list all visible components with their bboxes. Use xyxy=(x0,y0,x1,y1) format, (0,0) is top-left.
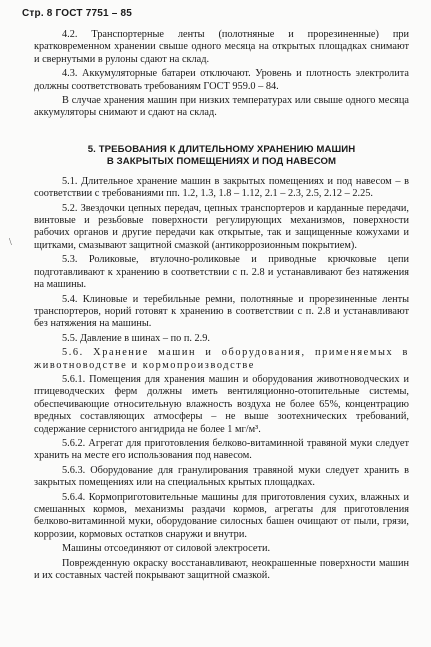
section-title-line-1: 5. ТРЕБОВАНИЯ К ДЛИТЕЛЬНОМУ ХРАНЕНИЮ МАШИН xyxy=(87,143,356,155)
margin-mark: \ xyxy=(9,237,12,248)
paragraph-5-6-4: 5.6.4. Кормоприготовительные машины для приготовления сухих, влажных и смешанных кормов, механизмы раздачи кормов, агрегаты для приготовления белково-витаминной муки, оборудование силосных башен очищают от пыли, грязи, коррозии, кормовых остатков снаружи и внутри. xyxy=(34,491,409,540)
page-header: Стр. 8 ГОСТ 7751 – 85 xyxy=(22,8,132,19)
paragraph-disconnect: Машины отсоединяют от силовой электросети. xyxy=(62,543,271,555)
paragraph-paint-restore: Поврежденную окраску восстанавливают, неокрашенные поверхности машин и их составных частей покрывают защитной смазкой. xyxy=(34,557,409,582)
paragraph-4-3: 4.3. Аккумуляторные батареи отключают. Уровень и плотность электролита должны соответствовать требованиям ГОСТ 959.0 – 84. xyxy=(34,68,409,92)
section-5-title xyxy=(34,144,409,168)
paragraph-5-6-3: 5.6.3. Оборудование для гранулирования травяной муки следует хранить в закрытых помещениях или на специальных крытых площадках. xyxy=(34,464,409,489)
paragraph-5-6-1: 5.6.1. Помещения для хранения машин и оборудования животноводческих и птицеводческих ферм должны иметь вентиляционно-отопительные системы, обеспечивающие относительную влажность воздуха не более 65%, концентрацию вредных составляющих атмосферы – не выше зоотехнических требований, содержание сернистого ангидрида не более 1 мг/м³. xyxy=(34,373,409,435)
paragraph-5-6-2: 5.6.2. Агрегат для приготовления белково-витаминной травяной муки следует хранить на месте его использования под навесом. xyxy=(34,437,409,462)
paragraph-5-2: 5.2. Звездочки цепных передач, цепных транспортеров и карданные передачи, винтовые и резьбовые поверхности регулирующих механизмов, поверхности рабочих органов и другие передачи как открытые, так и защищенные кожухами и щитками, смазывают защитной смазкой (антикоррозионным покрытием). xyxy=(34,202,409,251)
paragraph-5-1: 5.1. Длительное хранение машин в закрытых помещениях и под навесом – в соответствии с требованиями пп. 1.2, 1.3, 1.8 – 1.12, 2.1 – 2.3, 2.5, 2.12 – 2.25. xyxy=(34,175,409,200)
section-title-line-2: В ЗАКРЫТЫХ ПОМЕЩЕНИЯХ И ПОД НАВЕСОМ xyxy=(106,155,337,167)
paragraph-5-5: 5.5. Давление в шинах – по п. 2.9. xyxy=(62,332,210,344)
paragraph-4-2: 4.2. Транспортерные ленты (полотняные и прорезиненные) при кратковременном хранении свыше одного месяца на открытых площадках снимают и свернутыми в рулоны сдают на склад. xyxy=(34,29,409,65)
paragraph-batteries-winter: В случае хранения машин при низких температурах или свыше одного месяца аккумуляторы снимают и сдают на склад. xyxy=(34,95,409,119)
paragraph-5-3: 5.3. Роликовые, втулочно-роликовые и приводные крючковые цепи подготавливают к хранению в соответствии с п. 2.8 и устанавливают без натяжения на машины. xyxy=(34,254,409,291)
paragraph-5-6-heading: 5.6. Хранение машин и оборудования, применяемых в животноводстве и кормопроизводстве xyxy=(34,347,409,371)
paragraph-5-4: 5.4. Клиновые и теребильные ремни, полотняные и прорезиненные ленты транспортеров, норий готовят к хранению в соответствии с п. 2.8 и устанавливают без натяжения на машины. xyxy=(34,293,409,330)
